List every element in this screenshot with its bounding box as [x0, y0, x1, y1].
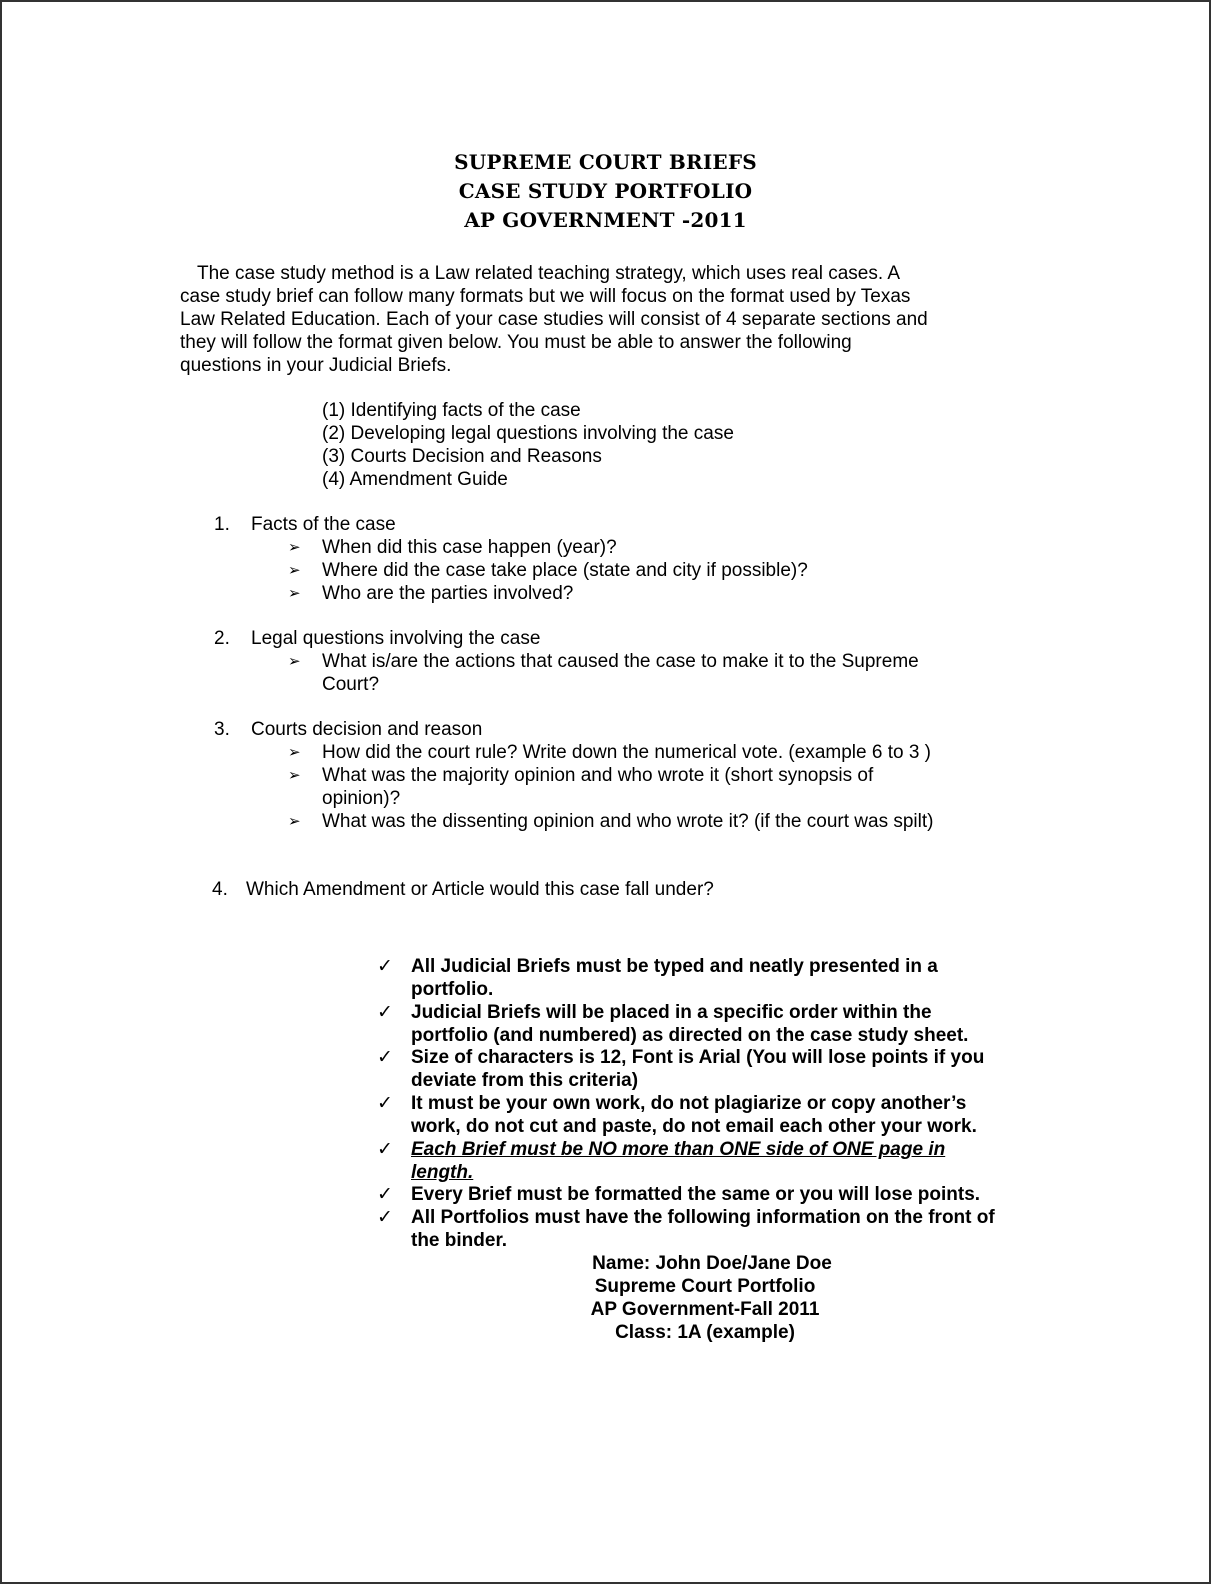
requirement-item: ✓ It must be your own work, do not plagiarize or copy another’s work, do not cut and paste, do not email each other your work. — [377, 1093, 977, 1137]
title-line-3: AP GOVERNMENT -2011 — [464, 208, 747, 232]
checkmark-icon: ✓ — [377, 1139, 393, 1160]
section-number: 4. — [212, 879, 228, 900]
checkmark-icon: ✓ — [377, 956, 393, 977]
checkmark-icon: ✓ — [377, 1093, 393, 1114]
intro-paragraph — [180, 262, 1050, 377]
requirement-item: ✓ Judicial Briefs will be placed in a specific order within the portfolio (and numbered) as directed on the case study sheet. — [377, 1002, 969, 1046]
requirement-item: ✓ All Portfolios must have the following information on the front of the binder. — [377, 1207, 995, 1251]
arrow-bullet-icon: ➢ — [288, 585, 301, 602]
requirement-item-emphasis: ✓ Each Brief must be NO more than ONE side of ONE page in length. — [377, 1139, 946, 1183]
intro-line: The case study method is a Law related teaching strategy, which uses real cases. A — [197, 263, 901, 284]
cover-example-line: Class: 1A (example) — [615, 1322, 795, 1343]
arrow-bullet-icon: ➢ — [288, 562, 301, 579]
section-number: 3. — [214, 719, 230, 740]
cover-example-block — [502, 1252, 922, 1275]
section-heading: Courts decision and reason — [251, 719, 483, 740]
bullet-item: ➢ Who are the parties involved? — [288, 583, 574, 604]
intro-line: questions in your Judicial Briefs. — [180, 355, 452, 376]
cover-example-line: Name: John Doe/Jane Doe — [592, 1253, 832, 1274]
requirement-item: ✓ Size of characters is 12, Font is Arial (You will lose points if you deviate from this criteria) — [377, 1047, 985, 1091]
arrow-bullet-icon: ➢ — [288, 813, 301, 830]
checkmark-icon: ✓ — [377, 1047, 393, 1068]
cover-example-line: AP Government-Fall 2011 — [590, 1299, 820, 1320]
overview-item: (2) Developing legal questions involving the case — [322, 423, 734, 444]
bullet-item: ➢ What was the dissenting opinion and who wrote it? (if the court was spilt) — [288, 811, 934, 832]
requirement-item: ✓ All Judicial Briefs must be typed and neatly presented in a portfolio. — [377, 956, 938, 1000]
checkmark-icon: ✓ — [377, 1207, 393, 1228]
arrow-bullet-icon: ➢ — [288, 767, 301, 784]
title-line-2: CASE STUDY PORTFOLIO — [458, 179, 753, 203]
section-number: 1. — [214, 514, 230, 535]
sections-overview-list — [322, 399, 734, 491]
bullet-item: ➢ Where did the case take place (state and city if possible)? — [288, 560, 808, 581]
bullet-item: ➢ How did the court rule? Write down the numerical vote. (example 6 to 3 ) — [288, 742, 931, 763]
intro-line: Law Related Education. Each of your case studies will consist of 4 separate sections and — [180, 309, 928, 330]
bullet-item: ➢ What is/are the actions that caused the case to make it to the Supreme Court? — [288, 651, 919, 695]
checkmark-icon: ✓ — [377, 1002, 393, 1023]
bullet-item: ➢ When did this case happen (year)? — [288, 537, 617, 558]
arrow-bullet-icon: ➢ — [288, 653, 301, 670]
section-number: 2. — [214, 628, 230, 649]
arrow-bullet-icon: ➢ — [288, 539, 301, 556]
checkmark-icon: ✓ — [377, 1184, 393, 1205]
arrow-bullet-icon: ➢ — [288, 744, 301, 761]
title-line-1: SUPREME COURT BRIEFS — [454, 150, 757, 174]
intro-line: they will follow the format given below. You must be able to answer the following — [180, 332, 852, 353]
overview-item: (1) Identifying facts of the case — [322, 400, 581, 421]
requirement-item: ✓ Every Brief must be formatted the same or you will lose points. — [377, 1184, 981, 1205]
bullet-item: ➢ What was the majority opinion and who wrote it (short synopsis of opinion)? — [288, 765, 874, 809]
overview-item: (4) Amendment Guide — [322, 469, 508, 490]
section-heading: Which Amendment or Article would this case fall under? — [246, 879, 714, 900]
cover-example-line: Supreme Court Portfolio — [594, 1276, 816, 1297]
cover-example-block — [500, 1275, 910, 1298]
cover-example-block — [500, 1298, 910, 1321]
section-heading: Facts of the case — [251, 514, 396, 535]
cover-example-block — [500, 1321, 910, 1344]
overview-item: (3) Courts Decision and Reasons — [322, 446, 602, 467]
intro-line: case study brief can follow many formats but we will focus on the format used by Texas — [180, 286, 911, 307]
section-heading: Legal questions involving the case — [251, 628, 541, 649]
document-title — [2, 148, 1209, 235]
